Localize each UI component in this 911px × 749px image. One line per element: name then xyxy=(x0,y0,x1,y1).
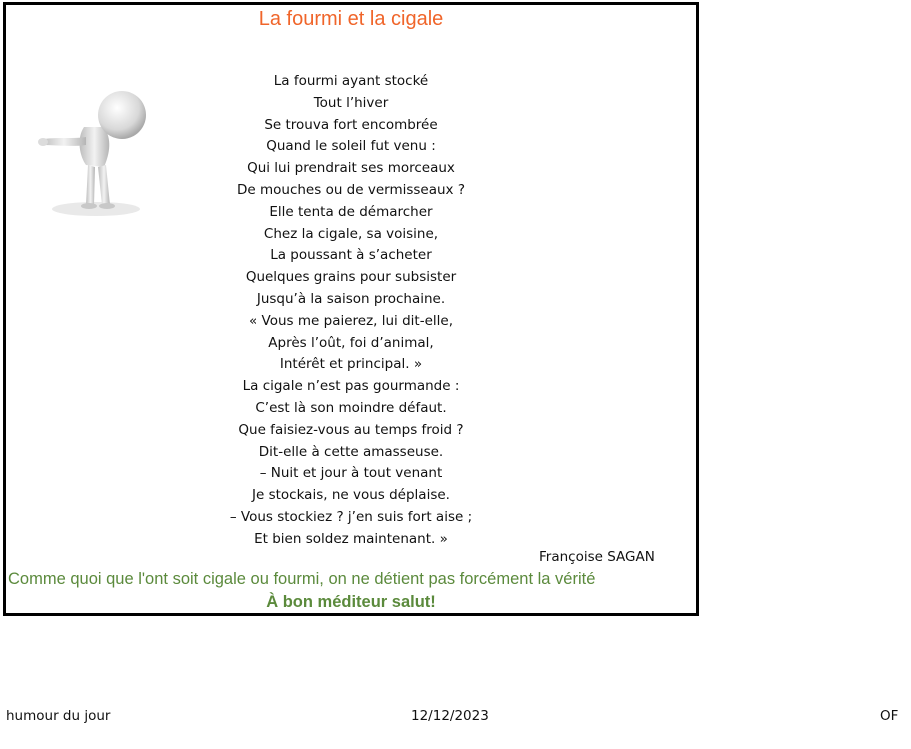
poem-body xyxy=(6,71,696,551)
poem-line: C’est là son moindre défaut. xyxy=(255,399,447,416)
closing-salutation: À bon méditeur salut! xyxy=(266,593,436,611)
poem-line: La poussant à s’acheter xyxy=(270,247,432,264)
footer-left-label: humour du jour xyxy=(6,708,111,724)
poem-line: Chez la cigale, sa voisine, xyxy=(263,225,439,242)
poem-line: La cigale n’est pas gourmande : xyxy=(242,378,460,395)
poem-line: Se trouva fort encombrée xyxy=(264,116,438,133)
poem-line: Tout l’hiver xyxy=(313,94,389,111)
poem-line: De mouches ou de vermisseaux ? xyxy=(237,181,465,198)
poem-line: Je stockais, ne vous déplaise. xyxy=(252,487,450,504)
moral-text: Comme quoi que l'ont soit cigale ou fourmi, on ne détient pas forcément la vérité xyxy=(8,570,596,588)
poem-line: Quand le soleil fut venu : xyxy=(266,138,436,155)
poem-line: Elle tenta de démarcher xyxy=(269,203,433,220)
poem-line: Qui lui prendrait ses morceaux xyxy=(247,160,455,177)
footer-date: 12/12/2023 xyxy=(411,708,489,724)
poem-line: Jusqu’à la saison prochaine. xyxy=(256,290,446,307)
poem-line: Et bien soldez maintenant. » xyxy=(254,530,448,547)
poem-line: – Vous stockiez ? j’en suis fort aise ; xyxy=(229,508,473,525)
poem-author: Françoise SAGAN xyxy=(539,549,655,565)
poem-line: Dit-elle à cette amasseuse. xyxy=(258,443,444,460)
poem-line: « Vous me paierez, lui dit-elle, xyxy=(249,312,453,329)
footer-initials: OF xyxy=(880,708,899,724)
poem-line: Intérêt et principal. » xyxy=(279,356,423,373)
poem-line: – Nuit et jour à tout venant xyxy=(259,465,443,482)
poem-line: Quelques grains pour subsister xyxy=(245,269,457,286)
poem-line: Que faisiez-vous au temps froid ? xyxy=(238,421,464,438)
poem-title: La fourmi et la cigale xyxy=(258,8,444,30)
poem-line: Après l’oût, foi d’animal, xyxy=(268,334,434,351)
poem-line: La fourmi ayant stocké xyxy=(273,73,429,89)
poem-frame xyxy=(3,2,699,616)
